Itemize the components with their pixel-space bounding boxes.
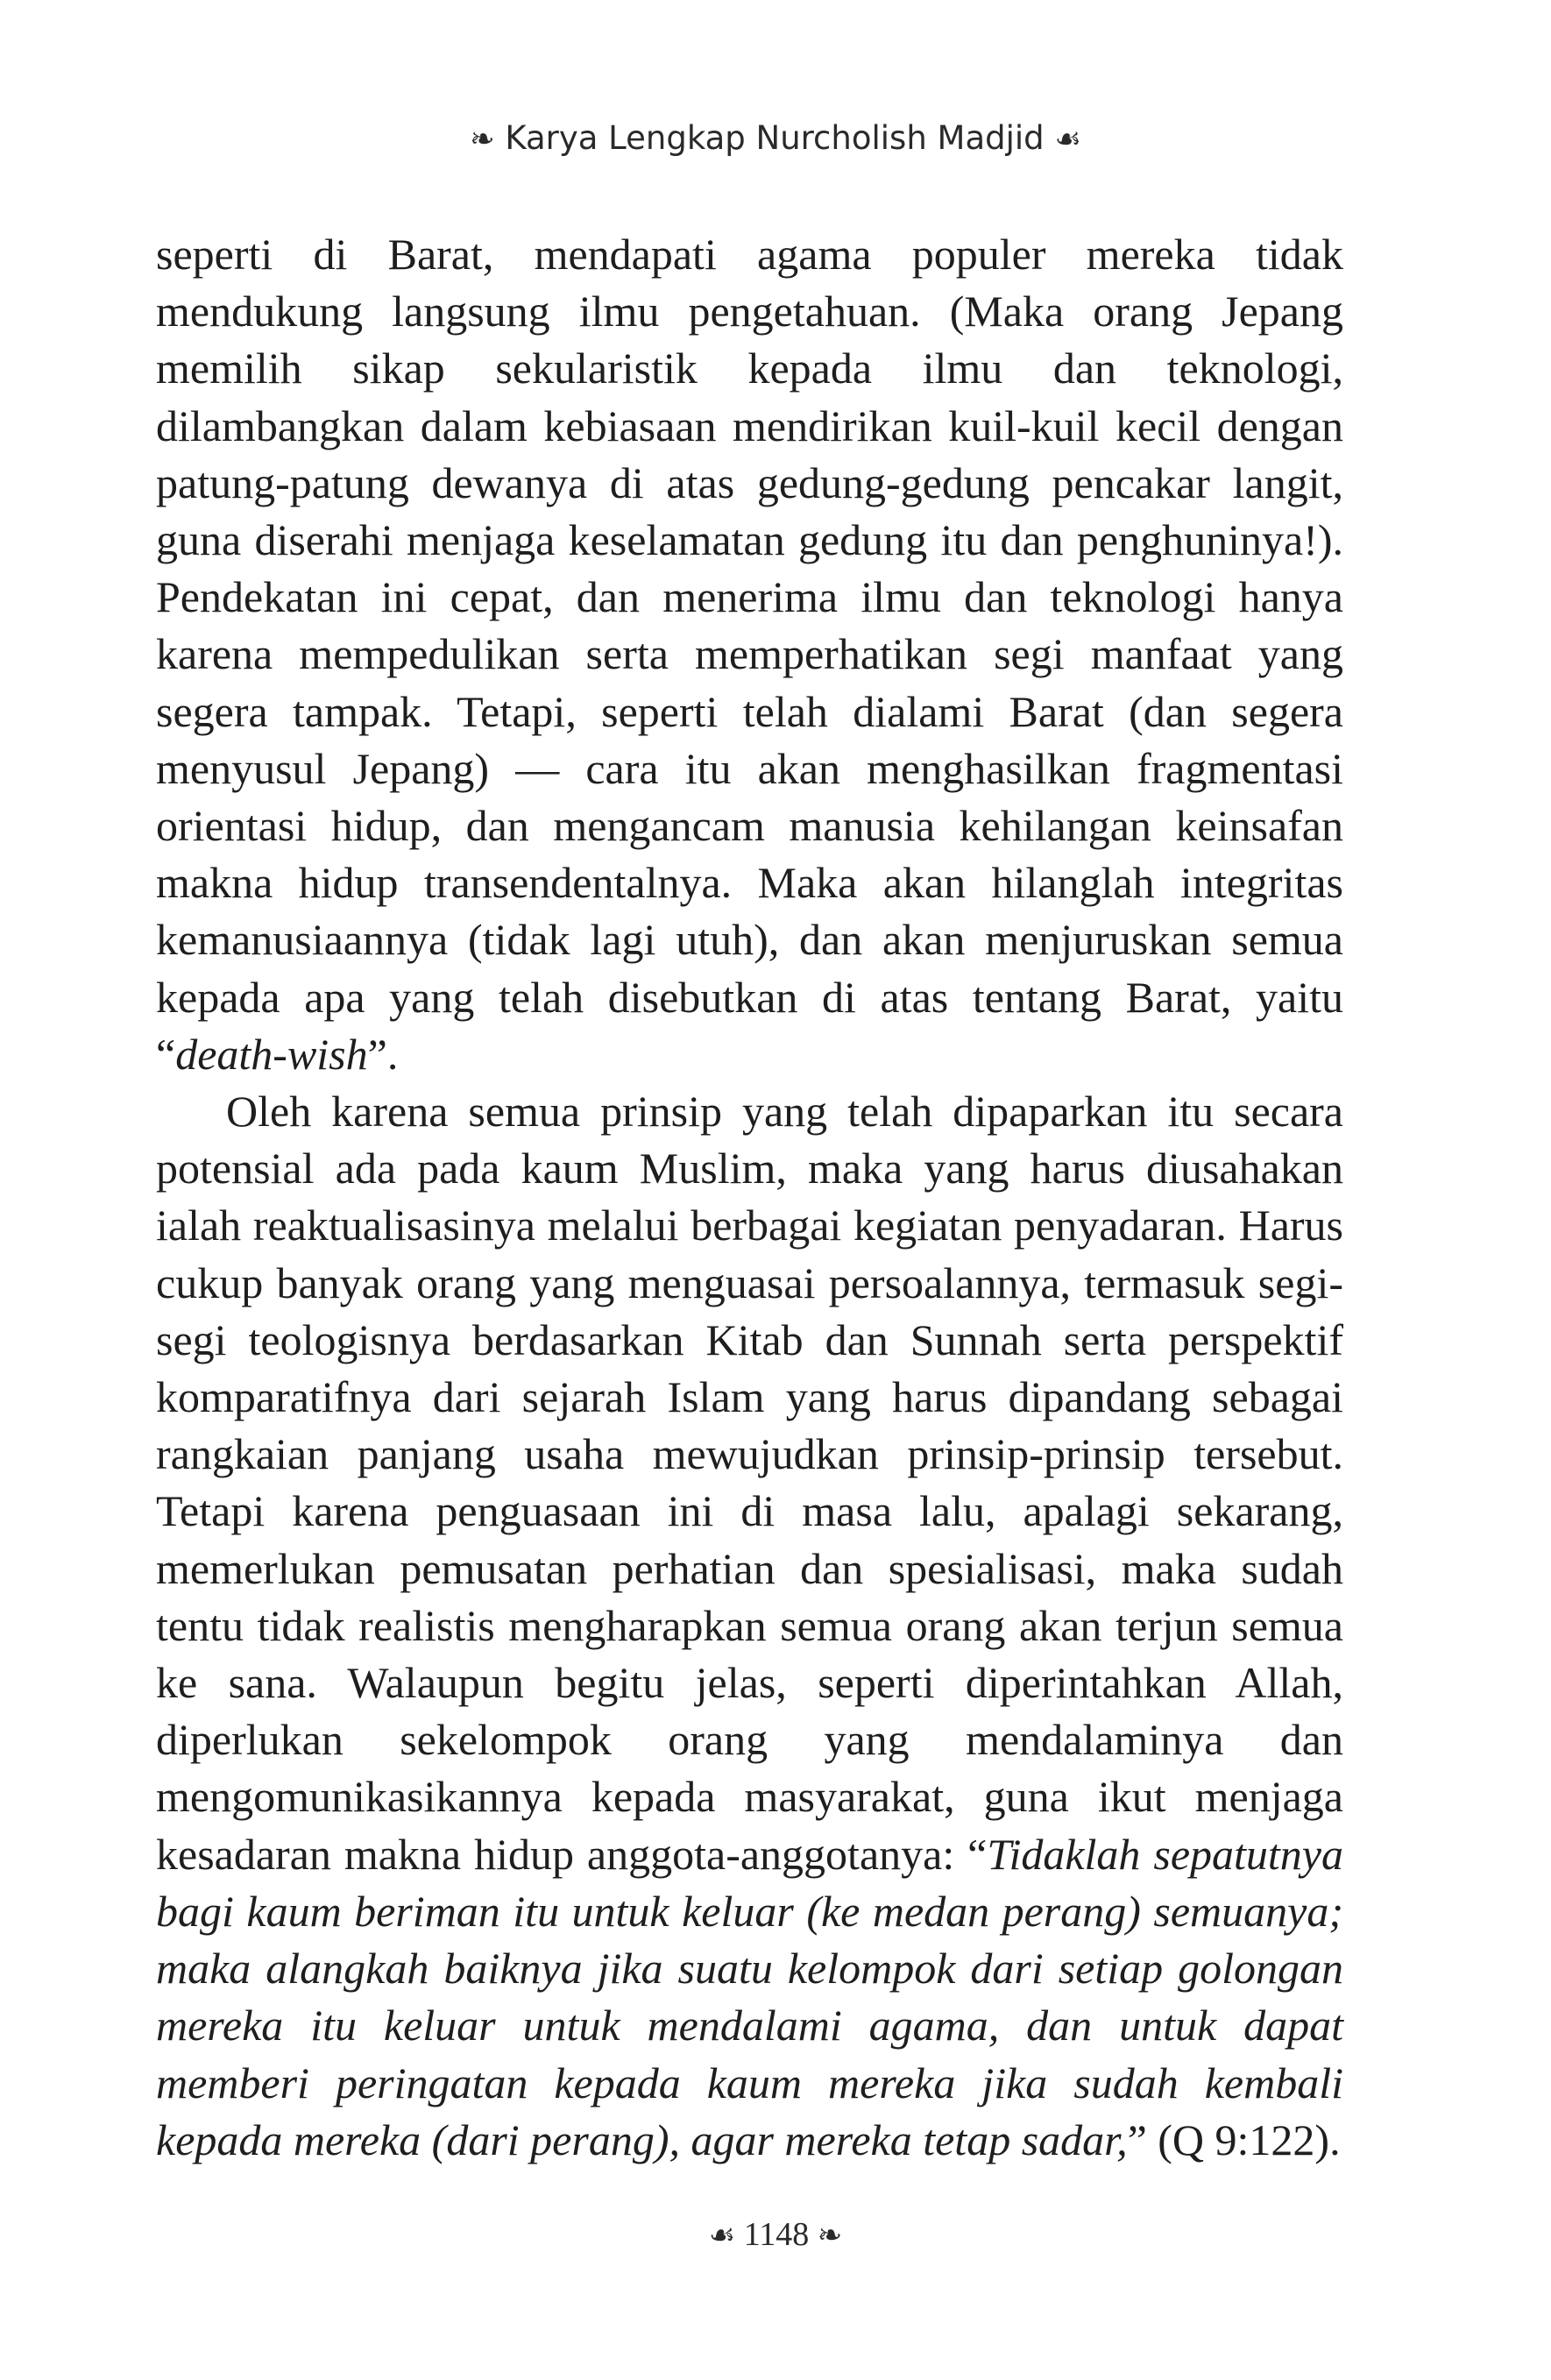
footer-ornament-left-icon: ☙ — [708, 2218, 736, 2253]
running-header — [0, 112, 1551, 166]
paragraph-1-italic-term: death-wish — [175, 1029, 368, 1079]
book-title: Karya Lengkap Nurcholish Madjid — [505, 119, 1045, 157]
page-body — [156, 226, 1343, 2169]
page-number: 1148 — [743, 2216, 810, 2253]
paragraph-1-text-1: seperti di Barat, mendapati agama populer mereka tidak mendukung langsung ilmu pengetahuan. (Maka orang Jepang memilih sikap sekularistik kepada ilmu dan teknologi, dilambangkan dalam kebiasaan mendirikan kuil-kuil kecil dengan patung-patung dewanya di atas gedung-gedung pencakar langit, guna diserahi menjaga keselamatan gedung itu dan penghuninya!). Pendekatan ini cepat, dan menerima ilmu dan teknologi hanya karena mempedulikan serta memperhatikan segi manfaat yang segera tampak. Tetapi, seperti telah dialami Barat (dan segera menyusul Jepang) — cara itu akan menghasilkan fragmentasi orientasi hidup, dan mengancam manusia kehilangan keinsafan makna hidup transendentalnya. Maka akan hilanglah integritas kemanusiaannya (tidak lagi utuh), dan akan menjuruskan semua kepada apa yang telah disebutkan di atas tentang Barat, yaitu “ — [156, 230, 1343, 1079]
paragraph-2-citation: ” (Q 9:122). — [1127, 2114, 1341, 2164]
paragraph-2 — [156, 1083, 1343, 2169]
footer-ornament-right-icon: ❧ — [817, 2218, 843, 2253]
page-footer — [0, 2208, 1551, 2262]
ornament-right-icon: ☙ — [1054, 122, 1081, 157]
paragraph-1-text-2: ”. — [367, 1029, 399, 1079]
paragraph-2-text-1: Oleh karena semua prinsip yang telah dipaparkan itu secara potensial ada pada kaum Muslim, maka yang harus diusahakan ialah reaktualisasinya melalui berbagai kegiatan penyadaran. Harus cukup banyak orang yang menguasai persoalannya, termasuk segi-segi teologisnya berdasarkan Kitab dan Sunnah serta perspektif komparatifnya dari sejarah Islam yang harus dipandang sebagai rangkaian panjang usaha mewujudkan prinsip-prinsip tersebut. Tetapi karena penguasaan ini di masa lalu, apalagi sekarang, memerlukan pemusatan perhatian dan spesialisasi, maka sudah tentu tidak realistis mengharapkan semua orang akan terjun semua ke sana. Walaupun begitu jelas, seperti diperintahkan Allah, diperlukan sekelompok orang yang mendalaminya dan mengomunikasikannya kepada masyarakat, guna ikut menjaga kesadaran makna hidup anggota-anggotanya: “ — [156, 1087, 1343, 1879]
paragraph-2-quran-quote: Tidaklah sepatutnya bagi kaum beriman itu untuk keluar (ke medan perang) semuanya; maka alangkah baiknya jika suatu kelompok dari setiap golongan mereka itu keluar untuk mendalami agama, dan untuk dapat memberi peringatan kepada kaum mereka jika sudah kembali kepada mereka (dari perang), agar mereka tetap sadar, — [156, 1829, 1344, 2164]
ornament-left-icon: ❧ — [470, 122, 495, 157]
paragraph-1 — [156, 226, 1343, 1083]
